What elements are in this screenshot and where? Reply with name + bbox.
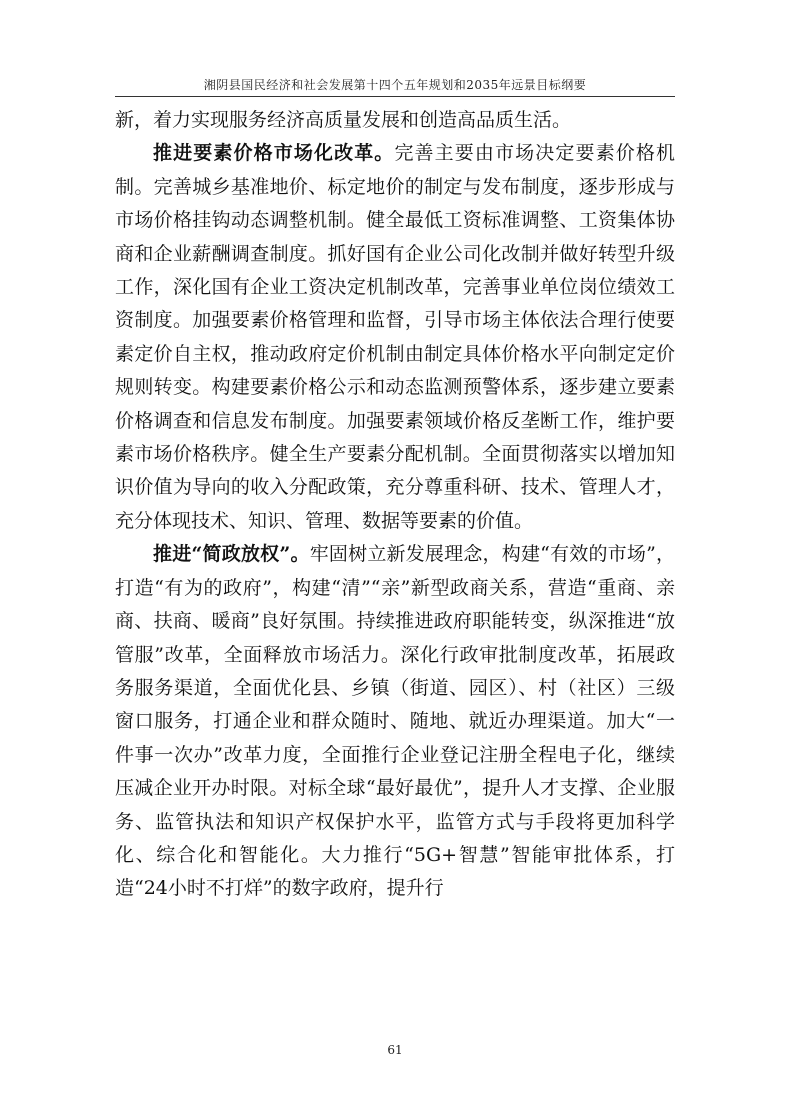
paragraph-continuation <box>115 104 675 137</box>
paragraph-factor-price-reform <box>115 137 675 538</box>
document-body <box>115 104 675 906</box>
header-divider <box>115 96 675 97</box>
page-header: 湘阴县国民经济和社会发展第十四个五年规划和2035年远景目标纲要 <box>203 78 587 92</box>
page-number: 61 <box>387 1043 403 1057</box>
paragraph-streamline-administration <box>115 538 675 905</box>
paragraph-text: 完善主要由市场决定要素价格机制。完善城乡基准地价、标定地价的制定与发布制度，逐步形成与市场价格挂钩动态调整机制。健全最低工资标准调整、工资集体协商和企业薪酬调查制度。抓好国有企业公司化改制并做好转型升级工作，深化国有企业工资决定机制改革，完善事业单位岗位绩效工资制度。加强要素价格管理和监督，引导市场主体依法合理行使要素定价自主权，推动政府定价机制由制定具体价格水平向制定定价规则转变。构建要素价格公示和动态监测预警体系，逐步建立要素价格调查和信息发布制度。加强要素领域价格反垄断工作，维护要素市场价格秩序。健全生产要素分配机制。全面贯彻落实以增加知识价值为导向的收入分配政策，充分尊重科研、技术、管理人才，充分体现技术、知识、管理、数据等要素的价值。 <box>115 142 675 532</box>
paragraph-heading: 推进要素价格市场化改革。 <box>153 142 395 165</box>
paragraph-heading: 推进“简政放权”。 <box>153 543 310 566</box>
paragraph-text: 牢固树立新发展理念，构建“有效的市场”，打造“有为的政府”，构建“清”“亲”新型政商关系，营造“重商、亲商、扶商、暖商”良好氛围。持续推进政府职能转变，纵深推进“放管服”改革，全面释放市场活力。深化行政审批制度改革，拓展政务服务渠道，全面优化县、乡镇（街道、园区）、村（社区）三级窗口服务，打通企业和群众随时、随地、就近办理渠道。加大“一件事一次办”改革力度，全面推行企业登记注册全程电子化，继续压减企业开办时限。对标全球“最好最优”，提升人才支撑、企业服务、监管执法和知识产权保护水平，监管方式与手段将更加科学化、综合化和智能化。大力推行“5G+智慧”智能审批体系，打造“24小时不打烊”的数字政府，提升行 <box>115 543 676 900</box>
paragraph-text: 新，着力实现服务经济高质量发展和创造高品质生活。 <box>115 109 572 131</box>
